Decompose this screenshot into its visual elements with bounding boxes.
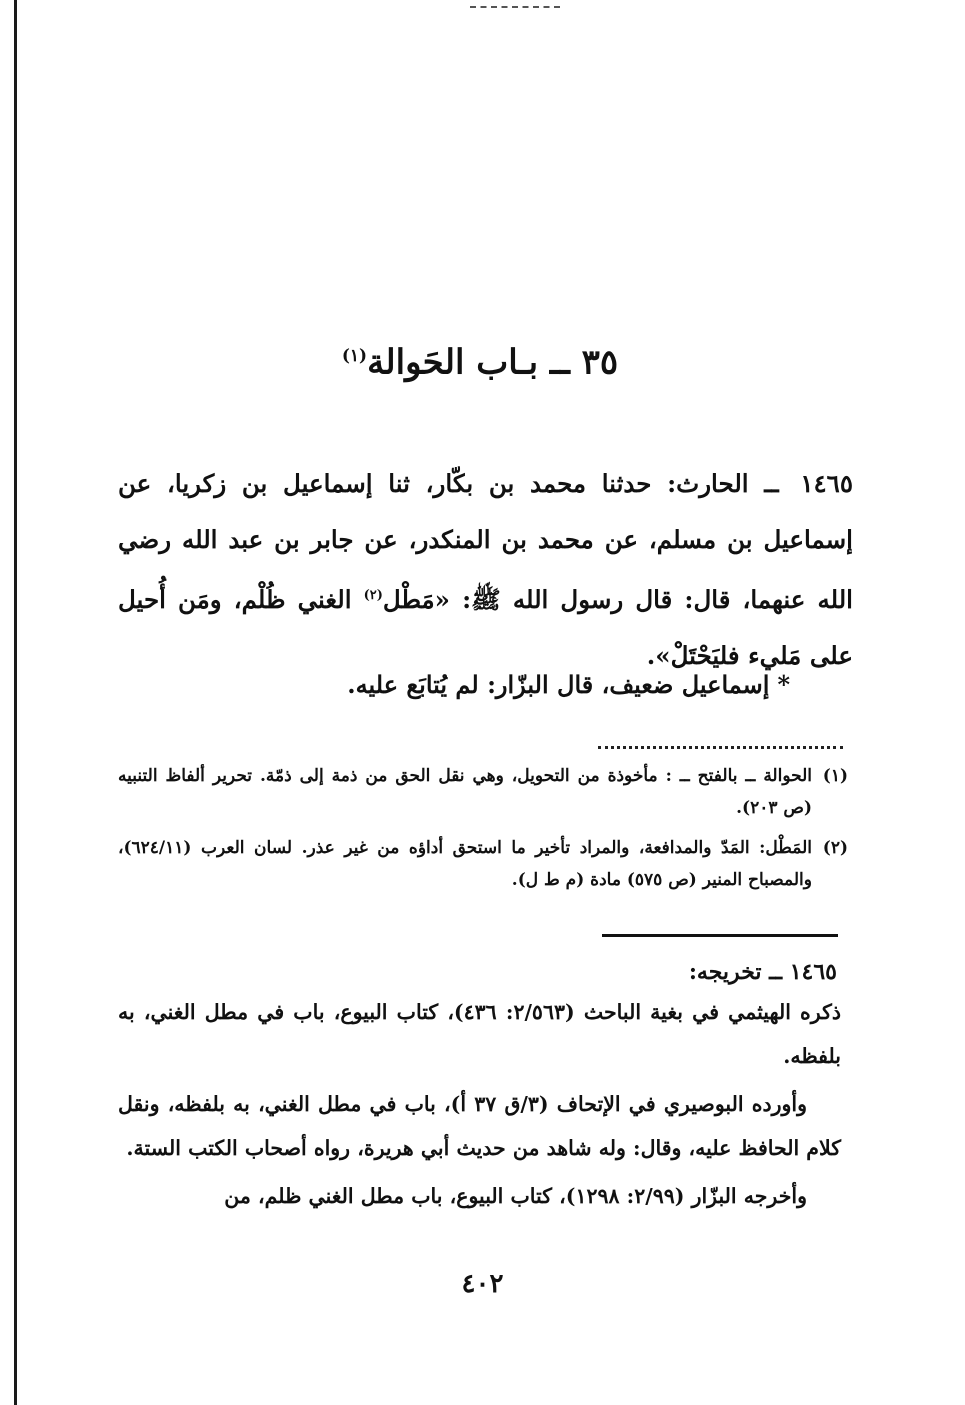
takhrij-section <box>118 990 841 1222</box>
footnote-text: المَطْل: المَدّ والمدافعة، والمراد تأخير ما استحق أداؤه من غير عذر. لسان العرب (٦٢٤/١١)، والمصباح المنير (ص ٥٧٥) مادة (م ط ل). <box>118 838 812 890</box>
top-dashed-mark <box>470 6 560 8</box>
takhrij-paragraph: وأخرجه البزّار (٢/٩٩: ١٢٩٨)، كتاب البيوع، باب مطل الغني ظلم، من <box>224 1184 807 1208</box>
grading-text: إسماعيل ضعيف، قال البزّار: لم يُتابَع عليه. <box>347 670 770 699</box>
takhrij-heading: ١٤٦٥ ــ تخريجه: <box>688 959 837 985</box>
chapter-title <box>200 326 760 392</box>
page-number: ٤٠٢ <box>461 1269 504 1299</box>
hadith-number: ١٤٦٥ <box>800 469 853 498</box>
hadith-text <box>118 456 853 684</box>
grading-star: * <box>777 670 790 699</box>
hadith-text-end: الغني ظُلْم، ومَن أُحيل على مَليء فليَحْتَلْ». <box>118 585 853 671</box>
takhrij-paragraph: ذكره الهيثمي في بغية الباحث (٢/٥٦٣: ٤٣٦)، كتاب البيوع، باب في مطل الغني، به بلفظه. <box>118 1000 841 1068</box>
takhrij-separator <box>602 934 838 937</box>
footnote-text: الحوالة ــ بالفتح ــ : مأخوذة من التحويل، وهي نقل الحق من ذمة إلى ذمّة. تحرير ألفاظ التنبيه (ص ٢٠٣). <box>118 766 812 818</box>
page-edge-line <box>14 0 17 1405</box>
footnote <box>118 760 848 824</box>
footnote <box>118 832 848 896</box>
footnote-number: (٢) <box>822 838 848 858</box>
hadith-chain-and-text: ــ الحارث: حدثنا محمد بن بكّار، ثنا إسماعيل بن زكريا، عن إسماعيل بن مسلم، عن محمد بن المنكدر، عن جابر بن عبد الله رضي الله عنهما، قال: قال رسول الله ﷺ: «مَطْل <box>118 469 853 615</box>
takhrij-paragraph: وأورده البوصيري في الإتحاف (٣/ق ٣٧ أ)، باب في مطل الغني، به بلفظه، ونقل كلام الحافظ عليه، وقال: وله شاهد من حديث أبي هريرة، رواه أصحاب الكتب الستة. <box>118 1092 841 1160</box>
footnote-separator <box>598 746 843 749</box>
chapter-title-text: ٣٥ ــ بـاب الحَوالة <box>367 342 619 383</box>
hadith-grading <box>200 660 790 710</box>
hadith-footnote-marker: (٢) <box>363 588 383 603</box>
footnotes <box>118 760 848 904</box>
footnote-number: (١) <box>822 766 848 786</box>
chapter-footnote-marker: (١) <box>341 346 368 366</box>
